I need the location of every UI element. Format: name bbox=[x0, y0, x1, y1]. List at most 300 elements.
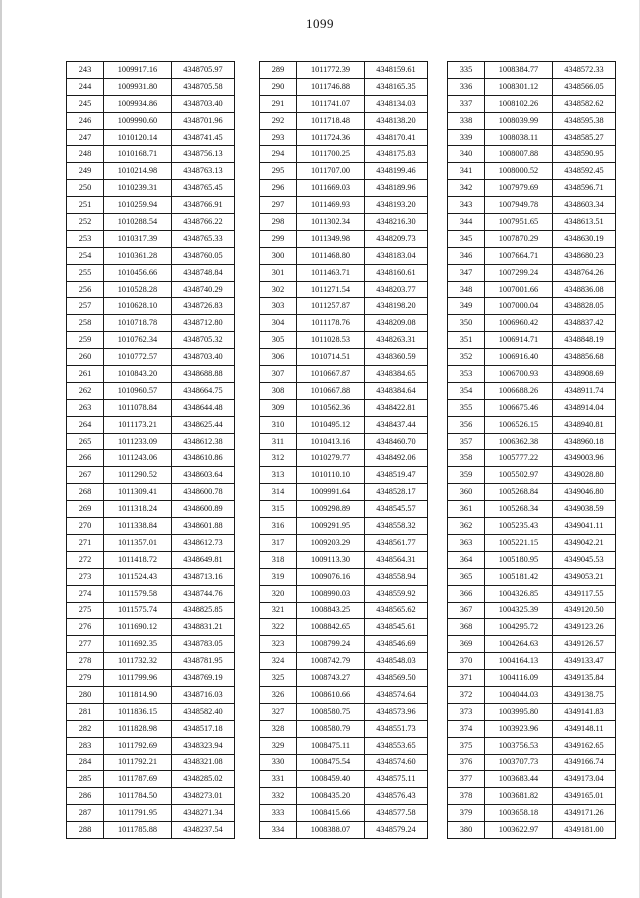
point-number-cell: 270 bbox=[67, 518, 104, 535]
y-coordinate-cell: 4348165.35 bbox=[365, 78, 428, 95]
table-row bbox=[448, 501, 616, 518]
y-coordinate-cell: 4348766.91 bbox=[172, 197, 235, 214]
table-row bbox=[67, 315, 235, 332]
point-number-cell: 350 bbox=[448, 315, 485, 332]
y-coordinate-cell: 4348519.47 bbox=[365, 467, 428, 484]
point-number-cell: 275 bbox=[67, 602, 104, 619]
point-number-cell: 279 bbox=[67, 670, 104, 687]
y-coordinate-cell: 4349165.01 bbox=[553, 788, 616, 805]
y-coordinate-cell: 4349173.04 bbox=[553, 771, 616, 788]
x-coordinate-cell: 1010714.51 bbox=[297, 349, 365, 366]
table-row bbox=[67, 197, 235, 214]
x-coordinate-cell: 1011799.96 bbox=[104, 670, 172, 687]
table-row bbox=[260, 433, 428, 450]
y-coordinate-cell: 4348273.01 bbox=[172, 788, 235, 805]
y-coordinate-cell: 4348175.83 bbox=[365, 146, 428, 163]
y-coordinate-cell: 4348437.44 bbox=[365, 416, 428, 433]
table-row bbox=[448, 247, 616, 264]
point-number-cell: 357 bbox=[448, 433, 485, 450]
table-row bbox=[260, 788, 428, 805]
y-coordinate-cell: 4348565.62 bbox=[365, 602, 428, 619]
table-row bbox=[260, 315, 428, 332]
point-number-cell: 335 bbox=[448, 62, 485, 79]
y-coordinate-cell: 4348559.92 bbox=[365, 585, 428, 602]
point-number-cell: 360 bbox=[448, 484, 485, 501]
point-number-cell: 371 bbox=[448, 670, 485, 687]
table-row bbox=[260, 281, 428, 298]
y-coordinate-cell: 4348649.81 bbox=[172, 551, 235, 568]
point-number-cell: 337 bbox=[448, 95, 485, 112]
point-number-cell: 327 bbox=[260, 703, 297, 720]
x-coordinate-cell: 1011692.35 bbox=[104, 636, 172, 653]
point-number-cell: 379 bbox=[448, 805, 485, 822]
table-row bbox=[260, 754, 428, 771]
x-coordinate-cell: 1008842.65 bbox=[297, 619, 365, 636]
point-number-cell: 339 bbox=[448, 129, 485, 146]
point-number-cell: 373 bbox=[448, 703, 485, 720]
x-coordinate-cell: 1011732.32 bbox=[104, 653, 172, 670]
y-coordinate-cell: 4348603.34 bbox=[553, 197, 616, 214]
table-row bbox=[67, 619, 235, 636]
x-coordinate-cell: 1004164.13 bbox=[485, 653, 553, 670]
point-number-cell: 356 bbox=[448, 416, 485, 433]
point-number-cell: 261 bbox=[67, 366, 104, 383]
x-coordinate-cell: 1010288.54 bbox=[104, 214, 172, 231]
table-row bbox=[67, 686, 235, 703]
point-number-cell: 259 bbox=[67, 332, 104, 349]
x-coordinate-cell: 1010456.66 bbox=[104, 264, 172, 281]
x-coordinate-cell: 1006362.38 bbox=[485, 433, 553, 450]
point-number-cell: 312 bbox=[260, 450, 297, 467]
point-number-cell: 281 bbox=[67, 703, 104, 720]
table-row bbox=[260, 602, 428, 619]
x-coordinate-cell: 1009203.29 bbox=[297, 534, 365, 551]
y-coordinate-cell: 4348748.84 bbox=[172, 264, 235, 281]
table-row bbox=[260, 568, 428, 585]
y-coordinate-cell: 4348712.80 bbox=[172, 315, 235, 332]
point-number-cell: 303 bbox=[260, 298, 297, 315]
table-row bbox=[67, 771, 235, 788]
point-number-cell: 253 bbox=[67, 230, 104, 247]
x-coordinate-cell: 1009934.86 bbox=[104, 95, 172, 112]
table-row bbox=[67, 95, 235, 112]
table-row bbox=[67, 382, 235, 399]
x-coordinate-cell: 1011707.00 bbox=[297, 163, 365, 180]
x-coordinate-cell: 1010960.57 bbox=[104, 382, 172, 399]
point-number-cell: 298 bbox=[260, 214, 297, 231]
point-number-cell: 284 bbox=[67, 754, 104, 771]
point-number-cell: 343 bbox=[448, 197, 485, 214]
x-coordinate-cell: 1010361.28 bbox=[104, 247, 172, 264]
table-row bbox=[67, 450, 235, 467]
y-coordinate-cell: 4348644.48 bbox=[172, 399, 235, 416]
table-row bbox=[448, 433, 616, 450]
page-number: 1099 bbox=[306, 16, 334, 31]
table-row bbox=[448, 805, 616, 822]
x-coordinate-cell: 1011828.98 bbox=[104, 720, 172, 737]
table-row bbox=[260, 416, 428, 433]
y-coordinate-cell: 4349045.53 bbox=[553, 551, 616, 568]
table-row bbox=[67, 78, 235, 95]
x-coordinate-cell: 1011463.71 bbox=[297, 264, 365, 281]
y-coordinate-cell: 4348579.24 bbox=[365, 822, 428, 839]
y-coordinate-cell: 4348705.58 bbox=[172, 78, 235, 95]
table-row bbox=[67, 670, 235, 687]
point-number-cell: 267 bbox=[67, 467, 104, 484]
table-row bbox=[260, 332, 428, 349]
x-coordinate-cell: 1006960.42 bbox=[485, 315, 553, 332]
point-number-cell: 258 bbox=[67, 315, 104, 332]
point-number-cell: 351 bbox=[448, 332, 485, 349]
x-coordinate-cell: 1008843.25 bbox=[297, 602, 365, 619]
point-number-cell: 317 bbox=[260, 534, 297, 551]
point-number-cell: 376 bbox=[448, 754, 485, 771]
point-number-cell: 256 bbox=[67, 281, 104, 298]
x-coordinate-cell: 1011746.88 bbox=[297, 78, 365, 95]
table-row bbox=[260, 298, 428, 315]
x-coordinate-cell: 1008435.20 bbox=[297, 788, 365, 805]
table-row bbox=[448, 670, 616, 687]
x-coordinate-cell: 1009113.30 bbox=[297, 551, 365, 568]
point-number-cell: 353 bbox=[448, 366, 485, 383]
point-number-cell: 272 bbox=[67, 551, 104, 568]
x-coordinate-cell: 1008039.99 bbox=[485, 112, 553, 129]
point-number-cell: 365 bbox=[448, 568, 485, 585]
y-coordinate-cell: 4348285.02 bbox=[172, 771, 235, 788]
point-number-cell: 301 bbox=[260, 264, 297, 281]
x-coordinate-cell: 1011575.74 bbox=[104, 602, 172, 619]
table-row bbox=[67, 366, 235, 383]
x-coordinate-cell: 1005235.43 bbox=[485, 518, 553, 535]
point-number-cell: 266 bbox=[67, 450, 104, 467]
x-coordinate-cell: 1003658.18 bbox=[485, 805, 553, 822]
y-coordinate-cell: 4348664.75 bbox=[172, 382, 235, 399]
y-coordinate-cell: 4348763.13 bbox=[172, 163, 235, 180]
x-coordinate-cell: 1007951.65 bbox=[485, 214, 553, 231]
table-row bbox=[448, 703, 616, 720]
y-coordinate-cell: 4348603.64 bbox=[172, 467, 235, 484]
table-row bbox=[448, 484, 616, 501]
x-coordinate-cell: 1003681.82 bbox=[485, 788, 553, 805]
point-number-cell: 355 bbox=[448, 399, 485, 416]
y-coordinate-cell: 4349133.47 bbox=[553, 653, 616, 670]
table-row bbox=[67, 720, 235, 737]
y-coordinate-cell: 4348566.05 bbox=[553, 78, 616, 95]
y-coordinate-cell: 4348576.43 bbox=[365, 788, 428, 805]
point-number-cell: 274 bbox=[67, 585, 104, 602]
y-coordinate-cell: 4348360.59 bbox=[365, 349, 428, 366]
table-row bbox=[67, 163, 235, 180]
point-number-cell: 361 bbox=[448, 501, 485, 518]
y-coordinate-cell: 4348577.58 bbox=[365, 805, 428, 822]
point-number-cell: 294 bbox=[260, 146, 297, 163]
point-number-cell: 372 bbox=[448, 686, 485, 703]
x-coordinate-cell: 1003622.97 bbox=[485, 822, 553, 839]
table-row bbox=[260, 146, 428, 163]
y-coordinate-cell: 4348159.61 bbox=[365, 62, 428, 79]
y-coordinate-cell: 4348573.96 bbox=[365, 703, 428, 720]
x-coordinate-cell: 1004295.72 bbox=[485, 619, 553, 636]
point-number-cell: 282 bbox=[67, 720, 104, 737]
x-coordinate-cell: 1008743.27 bbox=[297, 670, 365, 687]
x-coordinate-cell: 1011468.80 bbox=[297, 247, 365, 264]
point-number-cell: 302 bbox=[260, 281, 297, 298]
x-coordinate-cell: 1003923.96 bbox=[485, 720, 553, 737]
y-coordinate-cell: 4348160.61 bbox=[365, 264, 428, 281]
point-number-cell: 330 bbox=[260, 754, 297, 771]
point-number-cell: 257 bbox=[67, 298, 104, 315]
y-coordinate-cell: 4348572.33 bbox=[553, 62, 616, 79]
x-coordinate-cell: 1010628.10 bbox=[104, 298, 172, 315]
table-row bbox=[67, 146, 235, 163]
y-coordinate-cell: 4348558.94 bbox=[365, 568, 428, 585]
x-coordinate-cell: 1008388.07 bbox=[297, 822, 365, 839]
y-coordinate-cell: 4348856.68 bbox=[553, 349, 616, 366]
y-coordinate-cell: 4348574.60 bbox=[365, 754, 428, 771]
x-coordinate-cell: 1010667.87 bbox=[297, 366, 365, 383]
x-coordinate-cell: 1011784.50 bbox=[104, 788, 172, 805]
y-coordinate-cell: 4348209.08 bbox=[365, 315, 428, 332]
point-number-cell: 314 bbox=[260, 484, 297, 501]
point-number-cell: 352 bbox=[448, 349, 485, 366]
y-coordinate-cell: 4348561.77 bbox=[365, 534, 428, 551]
point-number-cell: 307 bbox=[260, 366, 297, 383]
point-number-cell: 262 bbox=[67, 382, 104, 399]
point-number-cell: 268 bbox=[67, 484, 104, 501]
y-coordinate-cell: 4348209.73 bbox=[365, 230, 428, 247]
y-coordinate-cell: 4349171.26 bbox=[553, 805, 616, 822]
point-number-cell: 345 bbox=[448, 230, 485, 247]
table-row bbox=[260, 670, 428, 687]
x-coordinate-cell: 1009076.16 bbox=[297, 568, 365, 585]
point-number-cell: 251 bbox=[67, 197, 104, 214]
y-coordinate-cell: 4348574.64 bbox=[365, 686, 428, 703]
table-row bbox=[67, 467, 235, 484]
point-number-cell: 299 bbox=[260, 230, 297, 247]
point-number-cell: 276 bbox=[67, 619, 104, 636]
table-row bbox=[67, 62, 235, 79]
x-coordinate-cell: 1011349.98 bbox=[297, 230, 365, 247]
y-coordinate-cell: 4348756.13 bbox=[172, 146, 235, 163]
y-coordinate-cell: 4348575.11 bbox=[365, 771, 428, 788]
x-coordinate-cell: 1011785.88 bbox=[104, 822, 172, 839]
table-row bbox=[67, 180, 235, 197]
y-coordinate-cell: 4349181.00 bbox=[553, 822, 616, 839]
table-row bbox=[448, 636, 616, 653]
point-number-cell: 264 bbox=[67, 416, 104, 433]
table-row bbox=[448, 163, 616, 180]
x-coordinate-cell: 1010667.88 bbox=[297, 382, 365, 399]
table-row bbox=[448, 62, 616, 79]
x-coordinate-cell: 1011792.21 bbox=[104, 754, 172, 771]
y-coordinate-cell: 4348582.62 bbox=[553, 95, 616, 112]
point-number-cell: 375 bbox=[448, 737, 485, 754]
table-row bbox=[448, 653, 616, 670]
y-coordinate-cell: 4348716.03 bbox=[172, 686, 235, 703]
x-coordinate-cell: 1005181.42 bbox=[485, 568, 553, 585]
table-row bbox=[448, 146, 616, 163]
table-row bbox=[260, 247, 428, 264]
table-row bbox=[448, 264, 616, 281]
y-coordinate-cell: 4348203.77 bbox=[365, 281, 428, 298]
point-number-cell: 336 bbox=[448, 78, 485, 95]
table-row bbox=[448, 467, 616, 484]
x-coordinate-cell: 1011357.01 bbox=[104, 534, 172, 551]
table-row bbox=[448, 214, 616, 231]
y-coordinate-cell: 4348837.42 bbox=[553, 315, 616, 332]
table-row bbox=[67, 214, 235, 231]
y-coordinate-cell: 4348940.81 bbox=[553, 416, 616, 433]
point-number-cell: 288 bbox=[67, 822, 104, 839]
x-coordinate-cell: 1011271.54 bbox=[297, 281, 365, 298]
x-coordinate-cell: 1008475.11 bbox=[297, 737, 365, 754]
x-coordinate-cell: 1007299.24 bbox=[485, 264, 553, 281]
y-coordinate-cell: 4348585.27 bbox=[553, 129, 616, 146]
x-coordinate-cell: 1009931.80 bbox=[104, 78, 172, 95]
table-row bbox=[260, 501, 428, 518]
table-row bbox=[260, 366, 428, 383]
x-coordinate-cell: 1010495.12 bbox=[297, 416, 365, 433]
x-coordinate-cell: 1004264.63 bbox=[485, 636, 553, 653]
x-coordinate-cell: 1006700.93 bbox=[485, 366, 553, 383]
table-row bbox=[260, 534, 428, 551]
point-number-cell: 340 bbox=[448, 146, 485, 163]
table-row bbox=[260, 382, 428, 399]
point-number-cell: 364 bbox=[448, 551, 485, 568]
table-row bbox=[448, 450, 616, 467]
point-number-cell: 254 bbox=[67, 247, 104, 264]
point-number-cell: 297 bbox=[260, 197, 297, 214]
point-number-cell: 248 bbox=[67, 146, 104, 163]
x-coordinate-cell: 1008742.79 bbox=[297, 653, 365, 670]
y-coordinate-cell: 4348612.73 bbox=[172, 534, 235, 551]
y-coordinate-cell: 4348517.18 bbox=[172, 720, 235, 737]
point-number-cell: 320 bbox=[260, 585, 297, 602]
y-coordinate-cell: 4348613.51 bbox=[553, 214, 616, 231]
x-coordinate-cell: 1008580.79 bbox=[297, 720, 365, 737]
table-row bbox=[67, 585, 235, 602]
x-coordinate-cell: 1011836.15 bbox=[104, 703, 172, 720]
y-coordinate-cell: 4348769.19 bbox=[172, 670, 235, 687]
table-row bbox=[260, 264, 428, 281]
x-coordinate-cell: 1003756.53 bbox=[485, 737, 553, 754]
coordinate-table-2 bbox=[259, 61, 428, 839]
table-row bbox=[448, 298, 616, 315]
table-row bbox=[67, 822, 235, 839]
y-coordinate-cell: 4348831.21 bbox=[172, 619, 235, 636]
y-coordinate-cell: 4348492.06 bbox=[365, 450, 428, 467]
x-coordinate-cell: 1005221.15 bbox=[485, 534, 553, 551]
y-coordinate-cell: 4348198.20 bbox=[365, 298, 428, 315]
point-number-cell: 318 bbox=[260, 551, 297, 568]
table-row bbox=[448, 551, 616, 568]
point-number-cell: 265 bbox=[67, 433, 104, 450]
point-number-cell: 319 bbox=[260, 568, 297, 585]
y-coordinate-cell: 4348553.65 bbox=[365, 737, 428, 754]
point-number-cell: 285 bbox=[67, 771, 104, 788]
x-coordinate-cell: 1003995.80 bbox=[485, 703, 553, 720]
table-row bbox=[448, 518, 616, 535]
table-row bbox=[448, 315, 616, 332]
x-coordinate-cell: 1008038.11 bbox=[485, 129, 553, 146]
point-number-cell: 315 bbox=[260, 501, 297, 518]
x-coordinate-cell: 1006526.15 bbox=[485, 416, 553, 433]
table-row bbox=[448, 112, 616, 129]
y-coordinate-cell: 4348960.18 bbox=[553, 433, 616, 450]
y-coordinate-cell: 4348590.95 bbox=[553, 146, 616, 163]
point-number-cell: 380 bbox=[448, 822, 485, 839]
table-row bbox=[67, 551, 235, 568]
table-row bbox=[67, 281, 235, 298]
x-coordinate-cell: 1010239.31 bbox=[104, 180, 172, 197]
table-row bbox=[67, 534, 235, 551]
x-coordinate-cell: 1008007.88 bbox=[485, 146, 553, 163]
point-number-cell: 243 bbox=[67, 62, 104, 79]
y-coordinate-cell: 4348688.88 bbox=[172, 366, 235, 383]
y-coordinate-cell: 4349042.21 bbox=[553, 534, 616, 551]
table-row bbox=[67, 129, 235, 146]
point-number-cell: 246 bbox=[67, 112, 104, 129]
x-coordinate-cell: 1003683.44 bbox=[485, 771, 553, 788]
point-number-cell: 308 bbox=[260, 382, 297, 399]
table-row bbox=[260, 62, 428, 79]
x-coordinate-cell: 1010843.20 bbox=[104, 366, 172, 383]
table-row bbox=[67, 298, 235, 315]
y-coordinate-cell: 4348766.22 bbox=[172, 214, 235, 231]
x-coordinate-cell: 1007000.04 bbox=[485, 298, 553, 315]
table-row bbox=[448, 771, 616, 788]
y-coordinate-cell: 4349148.11 bbox=[553, 720, 616, 737]
x-coordinate-cell: 1008000.52 bbox=[485, 163, 553, 180]
point-number-cell: 367 bbox=[448, 602, 485, 619]
x-coordinate-cell: 1005180.95 bbox=[485, 551, 553, 568]
x-coordinate-cell: 1011724.36 bbox=[297, 129, 365, 146]
x-coordinate-cell: 1010120.14 bbox=[104, 129, 172, 146]
table-row bbox=[448, 754, 616, 771]
x-coordinate-cell: 1005502.97 bbox=[485, 467, 553, 484]
x-coordinate-cell: 1008459.40 bbox=[297, 771, 365, 788]
x-coordinate-cell: 1011318.24 bbox=[104, 501, 172, 518]
point-number-cell: 311 bbox=[260, 433, 297, 450]
x-coordinate-cell: 1011772.39 bbox=[297, 62, 365, 79]
coordinate-table-3 bbox=[447, 61, 616, 839]
y-coordinate-cell: 4348582.40 bbox=[172, 703, 235, 720]
point-number-cell: 263 bbox=[67, 399, 104, 416]
x-coordinate-cell: 1004044.03 bbox=[485, 686, 553, 703]
x-coordinate-cell: 1007870.29 bbox=[485, 230, 553, 247]
x-coordinate-cell: 1011791.95 bbox=[104, 805, 172, 822]
y-coordinate-cell: 4348528.17 bbox=[365, 484, 428, 501]
y-coordinate-cell: 4348170.41 bbox=[365, 129, 428, 146]
y-coordinate-cell: 4348911.74 bbox=[553, 382, 616, 399]
x-coordinate-cell: 1008415.66 bbox=[297, 805, 365, 822]
y-coordinate-cell: 4349117.55 bbox=[553, 585, 616, 602]
y-coordinate-cell: 4348744.76 bbox=[172, 585, 235, 602]
x-coordinate-cell: 1011814.90 bbox=[104, 686, 172, 703]
x-coordinate-cell: 1011741.07 bbox=[297, 95, 365, 112]
point-number-cell: 359 bbox=[448, 467, 485, 484]
y-coordinate-cell: 4348321.08 bbox=[172, 754, 235, 771]
x-coordinate-cell: 1011178.76 bbox=[297, 315, 365, 332]
x-coordinate-cell: 1009917.16 bbox=[104, 62, 172, 79]
x-coordinate-cell: 1011469.93 bbox=[297, 197, 365, 214]
x-coordinate-cell: 1011302.34 bbox=[297, 214, 365, 231]
table-row bbox=[260, 703, 428, 720]
table-row bbox=[448, 197, 616, 214]
table-row bbox=[260, 349, 428, 366]
y-coordinate-cell: 4348726.83 bbox=[172, 298, 235, 315]
table-row bbox=[448, 281, 616, 298]
